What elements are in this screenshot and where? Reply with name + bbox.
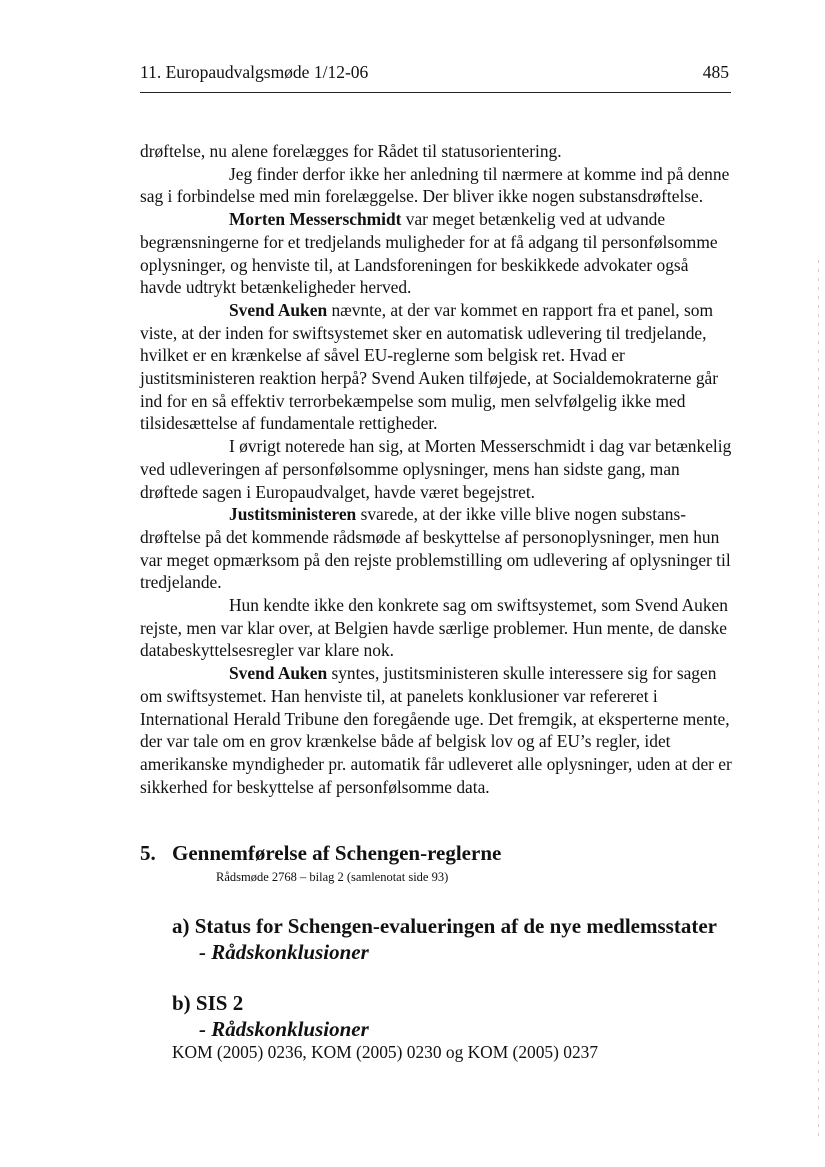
paragraph-text: svarede, at der ikke ville blive nogen substans-drøftelse på det kommende rådsmøde af beskyttelse af personoplysninger, men hun var meget opmærksom på den rejste problemstilling om udlevering af oplysninger til tredjelande. <box>140 504 731 593</box>
paragraph-text: drøftelse, nu alene forelægges for Rådet til statusorientering. <box>140 141 562 161</box>
body-text <box>140 140 732 798</box>
paragraph-3 <box>140 208 732 299</box>
subsection-b-caption: - Rådskonklusioner <box>199 1017 369 1041</box>
section-heading <box>140 841 501 866</box>
subsection-b <box>172 990 369 1042</box>
section-title: Gennemførelse af Schengen-reglerne <box>172 841 502 865</box>
paragraph-2 <box>140 163 732 208</box>
header-rule <box>140 92 731 93</box>
subsection-b-title: b) SIS 2 <box>172 991 244 1015</box>
paragraph-text: I øvrigt noterede han sig, at Morten Messerschmidt i dag var betænkelig ved udleveringen af personfølsomme oplysninger, mens han sidste gang, man drøftede sagen i Europaudvalget, havde været begejstret. <box>140 436 732 502</box>
speaker-name: Svend Auken <box>229 663 328 684</box>
subsection-a-caption: - Rådskonklusioner <box>199 940 369 964</box>
page-number: 485 <box>702 62 729 82</box>
paragraph-text: Hun kendte ikke den konkrete sag om swiftsystemet, som Svend Auken rejste, men var klar over, at Belgien havde særlige problemer. Hun mente, de danske databeskyttelsesregler var klare nok. <box>140 595 728 661</box>
running-header-title: 11. Europaudvalgsmøde 1/12-06 <box>140 62 369 82</box>
section-number: 5. <box>140 841 156 865</box>
paragraph-5 <box>140 435 732 503</box>
paragraph-4 <box>140 299 732 435</box>
subsection-a-title: a) Status for Schengen-evalueringen af de nye medlemsstater <box>172 914 717 938</box>
paragraph-8 <box>140 662 732 798</box>
paragraph-7 <box>140 594 732 662</box>
subsection-a <box>172 913 717 965</box>
paragraph-1 <box>140 140 732 163</box>
paragraph-6 <box>140 503 732 594</box>
paragraph-text: Jeg finder derfor ikke her anledning til nærmere at komme ind på denne sag i forbindelse med min forelæggelse. Der bliver ikke nogen substansdrøftelse. <box>140 163 730 207</box>
speaker-name: Svend Auken <box>229 299 328 320</box>
paragraph-text: var meget betænkelig ved at udvande begrænsningerne for et tredjelands muligheder for at få adgang til personfølsomme oplysninger, og henviste til, at Landsforeningen for beskikkede advokater også havde udtrykt betænkeligheder herved. <box>140 209 718 298</box>
section-reference: Rådsmøde 2768 – bilag 2 (samlenotat side 93) <box>216 870 449 884</box>
speaker-name: Morten Messerschmidt <box>229 209 402 230</box>
paragraph-text: syntes, justitsministeren skulle interessere sig for sagen om swiftsystemet. Han henviste til, at panelets konklusioner var refereret i International Herald Tribune den foregående uge. Det fremgik, at eksperterne mente, der var tale om en grov krænkelse både af belgisk lov og af EU’s regler, idet amerikanske myndigheder pr. automatik får udleveret alle oplysninger, uden at der er sikkerhed for beskyttelse af personfølsomme data. <box>140 663 732 797</box>
paragraph-text: nævnte, at der var kommet en rapport fra et panel, som viste, at der inden for swiftsystemet sker en automatisk udlevering til tredjelande, hvilket er en krænkelse af såvel EU-reglerne som belgisk ret. Hvad er justitsministeren reaktion herpå? Svend Auken tilføjede, at Socialdemokraterne går ind for en så effektiv terrorbekæmpelse som mulig, men selvfølgelig ikke med tilsidesættelse af fundamentale rettigheder. <box>140 299 719 434</box>
subsection-b-references: KOM (2005) 0236, KOM (2005) 0230 og KOM (2005) 0237 <box>172 1042 599 1062</box>
scan-edge-artifact <box>818 260 819 1140</box>
speaker-name: Justitsministeren <box>229 504 357 525</box>
